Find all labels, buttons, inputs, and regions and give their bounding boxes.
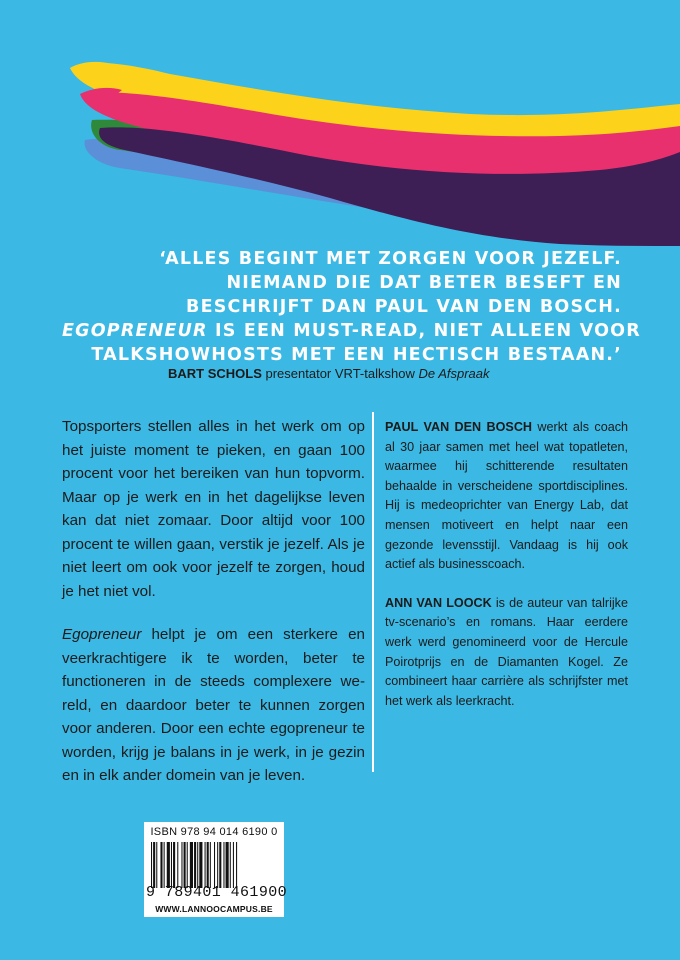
quote-line-4 xyxy=(62,319,641,343)
bio-paul xyxy=(385,418,628,575)
quote-attribution xyxy=(168,366,490,381)
isbn-number: ISBN 978 94 014 6190 0 xyxy=(150,826,278,838)
quote-author: BART SCHOLS xyxy=(168,366,262,381)
author-bios xyxy=(385,418,628,730)
description-paragraph-2 xyxy=(62,623,365,788)
bio-paul-name: PAUL VAN DEN BOSCH xyxy=(385,420,533,434)
description-paragraph-1: Topsporters stellen alles in het werk om op het juiste moment te pieken, en gaan 100 procent voor het bereiken van hun topvorm. Maar op je werk en in het dagelijkse leven kan dat niet zomaar. Door altijd voor 100 procent te willen gaan, verstik je jezelf. Als je niet leert om ook voor jezelf te zorgen, houd je het niet vol. xyxy=(62,418,365,600)
column-divider xyxy=(372,412,374,772)
quote-show: De Afspraak xyxy=(418,366,490,381)
quote-line-5: TALKSHOWHOSTS MET EEN HECTISCH BESTAAN.’ xyxy=(91,345,622,365)
description-paragraph-2-text: helpt je om een sterkere en veerkrachtigere ik te worden, beter te functioneren in de steeds complexere wereld, en daardoor beter te kunnen zorgen voor anderen. Door een echte egopreneur te worden, krijg je balans in je werk, in je gezin en in elk ander domein van je leven. xyxy=(62,626,365,784)
quote-line-4-rest: IS EEN MUST-READ, NIET ALLEEN VOOR xyxy=(207,321,641,341)
bio-ann-text: is de auteur van talrijke tv-scenario’s en romans. Haar eerdere werk werd genomineerd voor de Hercule Poirotprijs en de Diamanten Kogel. Ze combineert haar carrière als schrijfster met het werk als leerkracht. xyxy=(385,595,628,708)
bio-ann-name: ANN VAN LOOCK xyxy=(385,595,492,610)
testimonial-quote xyxy=(62,247,641,367)
bio-ann xyxy=(385,594,628,712)
barcode-digits: 9 789401 461900 xyxy=(146,884,288,901)
description-book-title: Egopreneur xyxy=(62,626,142,643)
quote-line-3: BESCHRIJFT DAN PAUL VAN DEN BOSCH. xyxy=(186,297,622,317)
bio-paul-text: werkt als coach al 30 jaar samen met heel wat topatleten, waarmee hij schitterende resultaten behaalde in verscheidene sportdisciplines. Hij is medeoprichter van Energy Lab, dat mensen motiveert en helpt naar een gezonde levensstijl. Vandaag is hij ook actief als businesscoach. xyxy=(385,420,629,572)
colorful-hands-illustration xyxy=(0,0,680,250)
publisher-url: WWW.LANNOOCAMPUS.BE xyxy=(155,904,273,914)
quote-line-1: ‘ALLES BEGINT MET ZORGEN VOOR JEZELF. xyxy=(159,249,622,269)
quote-role: presentator VRT-talkshow xyxy=(261,366,419,381)
quote-book-title: EGOPRENEUR xyxy=(62,321,208,341)
quote-line-2: NIEMAND DIE DAT BETER BESEFT EN xyxy=(226,273,622,293)
book-description xyxy=(62,415,365,808)
barcode-bars xyxy=(150,842,278,888)
isbn-barcode xyxy=(144,822,288,917)
